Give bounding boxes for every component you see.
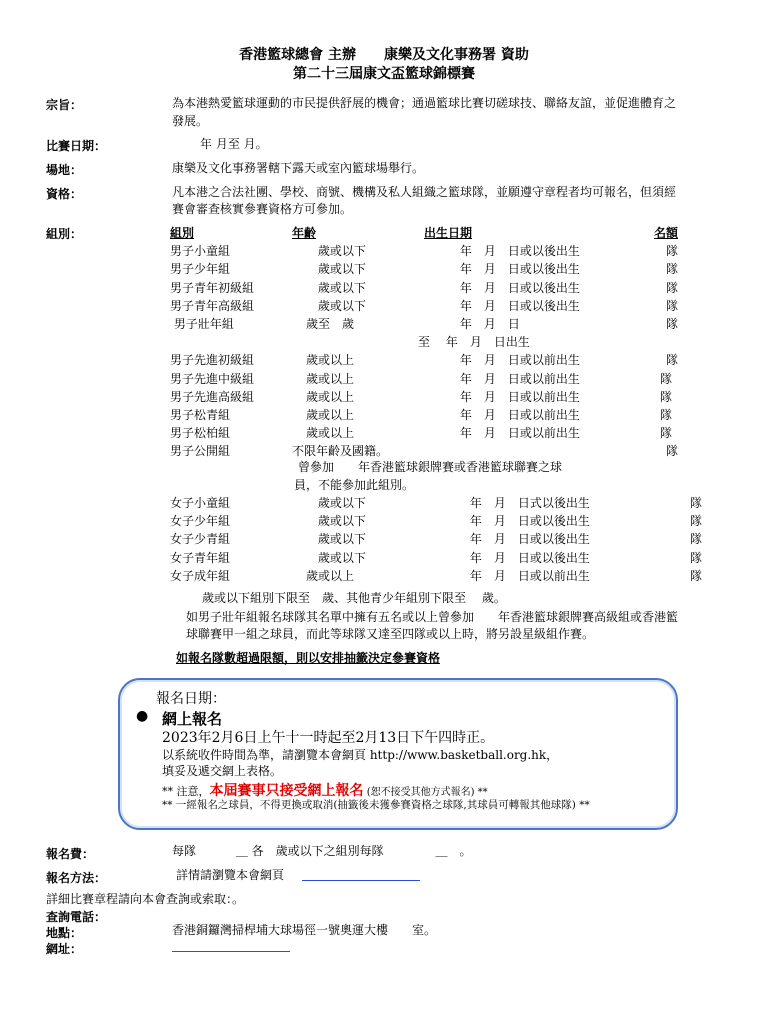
veteran-note-2: 球聯賽甲一組之球員，而此等球隊又達至四隊或以上時，將另設星級組作賽。	[186, 627, 595, 641]
note-suffix: (恕不接受其他方式報名) **	[366, 787, 488, 798]
group-dob: 年 月 日式以後出生	[454, 496, 590, 510]
dates-label: 比賽日期：	[46, 139, 107, 153]
group-dob: 年 月 日或以前出生	[444, 389, 580, 404]
group-age: 歲或以上	[306, 407, 355, 422]
header-dob: 出生日期	[424, 226, 473, 240]
header-quota: 名額	[653, 226, 678, 240]
group-age: 歲或以下	[302, 298, 366, 313]
enquiry-label: 查詢電話：	[46, 910, 107, 924]
group-quota: 隊	[659, 371, 672, 386]
group-quota: 隊	[665, 262, 678, 277]
group-name: 男子松柏組	[170, 426, 231, 441]
table-row	[170, 351, 678, 369]
table-row	[170, 242, 678, 260]
eligibility-text-2: 賽會審查核實參賽資格方可參加。	[172, 202, 353, 216]
header-line-2: 第二十三屆康文盃籃球錦標賽	[293, 66, 475, 82]
group-dob: 年 月 日或以前出生	[444, 426, 580, 441]
eligibility-label: 資格：	[46, 187, 83, 201]
group-dob: 年 月 日	[444, 316, 520, 331]
fee-text: 每隊 ＿ 各 歲或以下之組別每隊 ＿ 。	[172, 844, 472, 858]
group-dob: 年 月 日或以前出生	[444, 353, 580, 368]
table-row	[170, 297, 678, 315]
player-change-note: ** 一經報名之球員，不得更換或取消(抽籤後未獲參賽資格之球隊,其球員可轉報其他球隊) **	[162, 799, 590, 811]
group-quota: 隊	[665, 244, 678, 259]
details-note: 詳細比賽章程請向本會查詢或索取：。	[46, 892, 245, 906]
group-dob: 年 月 日或以前出生	[444, 371, 580, 386]
header-group: 組別	[170, 226, 195, 240]
open-note-2: 員，不能參加此組別。	[294, 478, 415, 492]
group-dob: 年 月 日或以後出生	[444, 262, 580, 277]
address-text: 香港銅鑼灣掃桿埔大球場徑一號奧運大樓 室。	[172, 923, 437, 937]
groups-header-row	[170, 224, 678, 242]
group-age: 歲或以下	[302, 514, 366, 529]
table-row	[170, 494, 702, 512]
group-dob: 年 月 日或以後出生	[454, 550, 590, 565]
lottery-note: 如報名隊數超過限額，則以安排抽籤決定參賽資格	[176, 651, 441, 665]
group-name: 男子先進中級組	[170, 371, 255, 386]
group-age	[292, 333, 414, 351]
group-quota: 隊	[665, 353, 678, 368]
table-row	[170, 549, 702, 567]
table-row	[170, 370, 678, 388]
group-name	[170, 333, 292, 351]
registration-period: 2023年2月6日上午十一時起至2月13日下午四時正。	[162, 730, 495, 746]
table-row	[170, 406, 678, 424]
group-age: 歲或以下	[302, 280, 366, 295]
group-dob: 至 年 月 日出生	[418, 335, 530, 350]
website-url-link[interactable]	[172, 951, 290, 952]
website-label: 網址：	[46, 942, 83, 956]
form-note: 填妥及遞交網上表格。	[162, 764, 283, 778]
group-name: 女子青年組	[170, 550, 231, 565]
dates-text: 年 月至 月。	[200, 137, 268, 151]
group-age: 歲或以下	[302, 244, 366, 259]
table-row	[170, 260, 678, 278]
table-row	[170, 512, 702, 530]
group-dob: 年 月 日或以後出生	[454, 514, 590, 529]
group-age: 不限年齡及國籍。	[292, 444, 389, 459]
header-age: 年齡	[292, 226, 317, 240]
group-age: 歲或以下	[302, 496, 366, 510]
eligibility-text-1: 凡本港之合法社團、學校、商號、機構及私人組織之籃球隊，並願遵守章程者均可報名，但須經	[172, 185, 677, 199]
group-quota: 隊	[689, 550, 702, 565]
method-label: 報名方法：	[46, 871, 107, 885]
purpose-label: 宗旨：	[46, 98, 83, 112]
group-quota: 隊	[665, 298, 678, 313]
table-row	[170, 279, 678, 297]
women-groups-table	[170, 494, 702, 585]
purpose-text-2: 發展。	[172, 114, 209, 128]
group-dob: 年 月 日或以後出生	[454, 532, 590, 547]
purpose-text-1: 為本港熱愛籃球運動的市民提供舒展的機會；通過籃球比賽切磋球技、聯絡友誼，並促進體育之	[172, 96, 677, 110]
group-age: 歲或以下	[302, 532, 366, 547]
group-name: 男子先進初級組	[170, 353, 255, 368]
group-age: 歲至 歲	[306, 316, 355, 331]
group-age: 歲或以上	[306, 371, 355, 386]
group-dob: 年 月 日或以前出生	[454, 568, 590, 583]
table-row	[170, 567, 702, 585]
group-name: 女子小童組	[170, 496, 231, 510]
group-name: 男子少年組	[170, 262, 231, 277]
group-quota: 隊	[665, 280, 678, 295]
table-row	[170, 424, 678, 442]
group-name: 男子青年高級組	[170, 298, 255, 313]
group-name: 男子松青組	[170, 407, 231, 422]
group-name: 男子公開組	[170, 444, 231, 459]
bullet-icon: ●	[136, 708, 149, 724]
open-note-1: 曾參加 年香港籃球銀牌賽或香港籃球聯賽之球	[298, 460, 563, 474]
venue-text: 康樂及文化事務署轄下露天或室內籃球場舉行。	[172, 161, 425, 175]
group-name: 男子先進高級組	[170, 389, 255, 404]
group-quota: 隊	[689, 532, 702, 547]
group-quota: 隊	[689, 568, 702, 583]
group-name: 女子少青組	[170, 532, 231, 547]
website-link[interactable]	[302, 880, 420, 881]
table-row	[170, 315, 678, 333]
group-age: 歲或以下	[302, 550, 366, 565]
header-line-1: 香港籃球總會 主辦 康樂及文化事務署 資助	[239, 47, 529, 63]
note-prefix: ** 注意，	[162, 785, 210, 798]
table-row	[170, 530, 702, 548]
group-name: 男子青年初級組	[170, 280, 255, 295]
group-dob: 年 月 日或以後出生	[444, 280, 580, 295]
group-name: 男子壯年組	[170, 316, 234, 331]
group-name: 女子成年組	[170, 568, 231, 583]
online-registration-heading: 網上報名	[162, 710, 223, 728]
group-age: 歲或以上	[306, 568, 355, 583]
group-quota: 隊	[659, 407, 672, 422]
fee-label: 報名費：	[46, 847, 95, 861]
group-dob: 年 月 日或以後出生	[444, 244, 580, 259]
group-age: 歲或以上	[306, 389, 355, 404]
group-age: 歲或以下	[302, 262, 366, 277]
venue-label: 場地：	[46, 163, 83, 177]
group-dob: 年 月 日或以後出生	[444, 298, 580, 313]
registration-title: 報名日期：	[156, 691, 226, 707]
table-row	[170, 333, 678, 351]
group-quota: 隊	[665, 316, 678, 331]
group-quota: 隊	[689, 496, 702, 510]
table-row	[170, 388, 678, 406]
group-quota: 隊	[689, 514, 702, 529]
group-quota: 隊	[659, 389, 672, 404]
group-name: 女子少年組	[170, 514, 231, 529]
groups-table	[170, 224, 678, 460]
address-label: 地點：	[46, 926, 83, 940]
method-text: 詳情請瀏覽本會網頁	[176, 868, 285, 882]
group-age: 歲或以上	[306, 353, 355, 368]
system-time-note: 以系統收件時間為準，請瀏覽本會網頁 http://www.basketball.org.hk，	[162, 748, 559, 762]
age-limit-note: 歲或以下組別下限至 歲、其他青少年組別下限至 歲。	[202, 591, 506, 605]
group-age: 歲或以上	[306, 426, 355, 441]
groups-label: 組別：	[46, 227, 83, 241]
online-only-highlight: 本屆賽事只接受網上報名	[209, 783, 364, 799]
group-name: 男子小童組	[170, 244, 231, 259]
group-dob: 年 月 日或以前出生	[444, 407, 580, 422]
group-quota: 隊	[665, 444, 678, 459]
veteran-note-1: 如男子壯年組報名球隊其名單中擁有五名或以上曾參加 年香港籃球銀牌賽高級組或香港籃	[186, 610, 679, 624]
group-quota	[612, 333, 678, 351]
group-quota: 隊	[659, 426, 672, 441]
